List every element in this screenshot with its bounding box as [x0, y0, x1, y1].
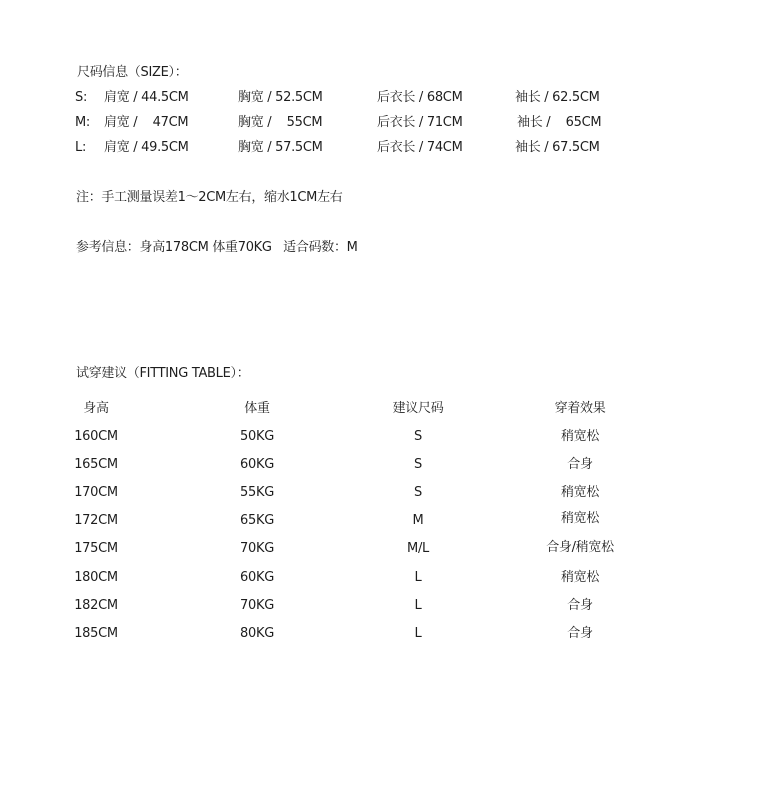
weight-cell: 70KG [240, 541, 274, 556]
height-cell: 172CM [74, 513, 118, 528]
height-cell: 160CM [74, 429, 118, 444]
size-cell: L [414, 626, 422, 641]
header-effect: 穿着效果 [554, 401, 606, 416]
back-length: 后衣长 / 74CM [377, 140, 463, 155]
header-weight: 体重 [244, 401, 270, 416]
weight-cell: 70KG [240, 598, 274, 613]
weight-cell: 50KG [240, 429, 274, 444]
size-section-title: 尺码信息（SIZE）： [77, 65, 188, 80]
size-cell: L [414, 598, 422, 613]
weight-cell: 60KG [240, 457, 274, 472]
size-cell: S [414, 429, 422, 444]
back-length: 后衣长 / 68CM [377, 90, 463, 105]
header-size: 建议尺码 [392, 401, 444, 416]
size-label: S: [75, 90, 88, 105]
chest-width: 胸宽 / 52.5CM [238, 90, 323, 105]
size-cell: M/L [407, 541, 429, 556]
effect-cell: 合身 [567, 598, 593, 613]
height-cell: 182CM [74, 598, 118, 613]
back-length: 后衣长 / 71CM [377, 115, 463, 130]
size-label: M: [75, 115, 90, 130]
chest-width: 胸宽 / 57.5CM [238, 140, 323, 155]
effect-cell: 稍宽松 [560, 570, 600, 585]
measurement-note: 注：手工测量误差1～2CM左右，缩水1CM左右 [76, 190, 343, 205]
size-cell: M [412, 513, 424, 528]
effect-cell: 稍宽松 [560, 485, 600, 500]
shoulder-width: 肩宽 / 47CM [104, 115, 189, 130]
chest-width: 胸宽 / 55CM [238, 115, 323, 130]
effect-cell: 合身 [567, 626, 593, 641]
effect-cell: 稍宽松 [560, 511, 600, 526]
weight-cell: 55KG [240, 485, 274, 500]
height-cell: 170CM [74, 485, 118, 500]
height-cell: 175CM [74, 541, 118, 556]
height-cell: 185CM [74, 626, 118, 641]
effect-cell: 合身 [567, 457, 593, 472]
size-cell: L [414, 570, 422, 585]
sleeve-length: 袖长 / 65CM [517, 115, 602, 130]
size-cell: S [414, 485, 422, 500]
weight-cell: 65KG [240, 513, 274, 528]
header-height: 身高 [83, 401, 109, 416]
size-label: L: [75, 140, 87, 155]
size-cell: S [414, 457, 422, 472]
weight-cell: 60KG [240, 570, 274, 585]
shoulder-width: 肩宽 / 49.5CM [104, 140, 189, 155]
height-cell: 165CM [74, 457, 118, 472]
fitting-section-title: 试穿建议（FITTING TABLE）： [76, 366, 250, 381]
reference-info: 参考信息：身高178CM 体重70KG 适合码数：M [76, 240, 358, 255]
weight-cell: 80KG [240, 626, 274, 641]
effect-cell: 稍宽松 [560, 429, 600, 444]
height-cell: 180CM [74, 570, 118, 585]
sleeve-length: 袖长 / 67.5CM [515, 140, 600, 155]
sleeve-length: 袖长 / 62.5CM [515, 90, 600, 105]
shoulder-width: 肩宽 / 44.5CM [104, 90, 189, 105]
effect-cell: 合身/稍宽松 [546, 540, 614, 555]
